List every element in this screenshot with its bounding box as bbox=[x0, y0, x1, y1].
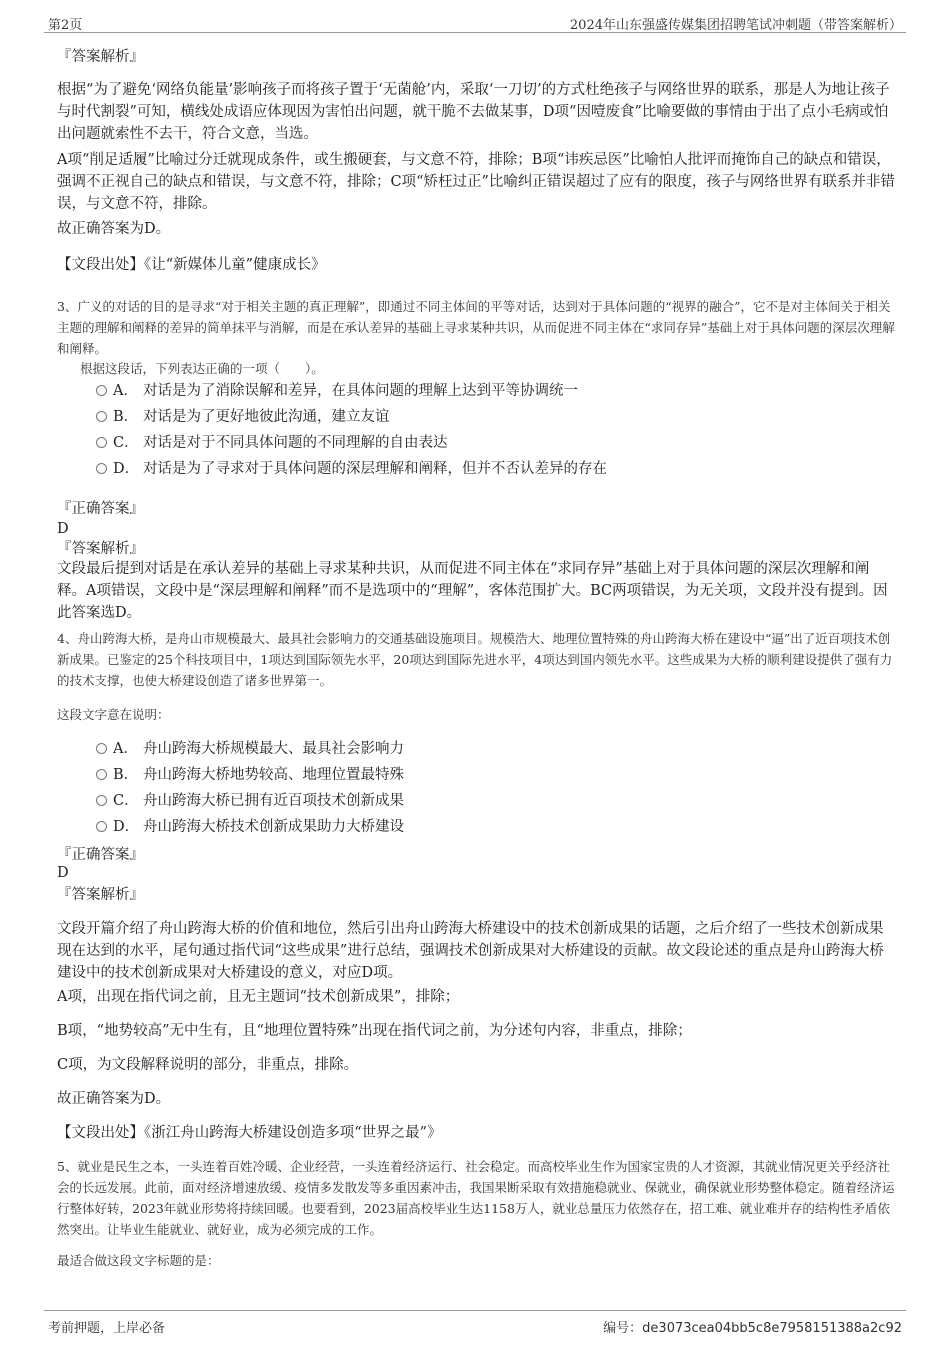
q4-analysis-para4: C项，为文段解释说明的部分，非重点，排除。 bbox=[57, 1057, 359, 1073]
page-number: 第2页 bbox=[48, 18, 83, 33]
q3-option-d[interactable]: D． 对话是为了寻求对于具体问题的深层理解和阐释，但并不否认差异的存在 bbox=[96, 458, 607, 480]
q2-source: 【文段出处】《让“新媒体儿童”健康成长》 bbox=[57, 257, 326, 273]
document-title: 2024年山东强盛传媒集团招聘笔试冲刺题（带答案解析） bbox=[569, 18, 902, 33]
q4-answer: D bbox=[57, 865, 69, 881]
q4-option-d[interactable]: D． 舟山跨海大桥技术创新成果助力大桥建设 bbox=[96, 816, 404, 838]
q3-answer-heading: 『正确答案』 bbox=[57, 501, 144, 517]
q5-stem: 5、就业是民生之本，一头连着百姓冷暖、企业经营，一头连着经济运行、社会稳定。而高校毕业生作为国家宝贵的人才资源，其就业情况更关乎经济社会的长远发展。此前，面对经济增速放缓、疫情多发散发等多重因素冲击，我国果断采取有效措施稳就业、保就业，确保就业形势整体稳定。随着经济运行整体好转，2023年就业形势将持续回暖。也要看到，2023届高校毕业生达1158万人，就业总量压力依然存在，招工难、就业难并存的结构性矛盾依然突出。让毕业生能就业、就好业，成为必须完成的工作。 bbox=[57, 1159, 895, 1237]
radio-button[interactable] bbox=[96, 821, 107, 832]
q3-analysis-heading: 『答案解析』 bbox=[57, 541, 144, 557]
q4-analysis-para1: 文段开篇介绍了舟山跨海大桥的价值和地位，然后引出舟山跨海大桥建设中的技术创新成果的话题，之后介绍了一些技术创新成果现在达到的水平，尾句通过指代词“这些成果”进行总结，强调技术创新成果对大桥建设的贡献。故文段论述的重点是舟山跨海大桥建设中的技术创新成果对大桥建设的意义，对应D项。 bbox=[57, 921, 884, 981]
q3-analysis: 文段最后提到对话是在承认差异的基础上寻求某种共识，从而促进不同主体在“求同存异”基础上对于具体问题的深层次理解和阐释。A项错误，文段中是“深层理解和阐释”而不是选项中的“理解”，客体范围扩大。BC两项错误，为无关项，文段并没有提到。因此答案选D。 bbox=[57, 561, 888, 621]
page-footer bbox=[44, 1310, 906, 1335]
q4-analysis-para3: B项，“地势较高”无中生有，且“地理位置特殊”出现在指代词之前，为分述句内容，非重点，排除； bbox=[57, 1023, 692, 1039]
q4-conclusion: 故正确答案为D。 bbox=[57, 1091, 171, 1107]
q2-analysis-para1: 根据“为了避免‘网络负能量’影响孩子而将孩子置于‘无菌舱’内，采取‘一刀切’的方式杜绝孩子与网络世界的联系，那是人为地让孩子与时代割裂”可知，横线处成语应体现因为害怕出问题，就干脆不去做某事，D项“因噎废食”比喻要做的事情由于出了点小毛病或怕出问题就索性不去干，符合文意，当选。 bbox=[57, 82, 890, 142]
q4-source: 【文段出处】《浙江舟山跨海大桥建设创造多项“世界之最”》 bbox=[57, 1125, 442, 1141]
q3-prompt: 根据这段话，下列表达正确的一项（ ）。 bbox=[80, 361, 324, 376]
radio-button[interactable] bbox=[96, 411, 107, 422]
q3-option-a[interactable]: A． 对话是为了消除误解和差异，在具体问题的理解上达到平等协调统一 bbox=[96, 380, 578, 402]
radio-button[interactable] bbox=[96, 769, 107, 780]
q4-answer-heading: 『正确答案』 bbox=[57, 847, 144, 863]
q4-prompt: 这段文字意在说明： bbox=[57, 707, 170, 722]
document-code: 编号：de3073cea04bb5c8e7958151388a2c92 bbox=[603, 1321, 902, 1336]
q4-option-c[interactable]: C． 舟山跨海大桥已拥有近百项技术创新成果 bbox=[96, 790, 404, 812]
q2-analysis-heading: 『答案解析』 bbox=[57, 49, 144, 65]
q4-option-a[interactable]: A． 舟山跨海大桥规模最大、最具社会影响力 bbox=[96, 738, 404, 760]
q4-analysis-para2: A项，出现在指代词之前，且无主题词“技术创新成果”，排除； bbox=[57, 989, 460, 1005]
radio-button[interactable] bbox=[96, 385, 107, 396]
radio-button[interactable] bbox=[96, 743, 107, 754]
q3-answer: D bbox=[57, 521, 69, 537]
q4-stem: 4、舟山跨海大桥，是舟山市规模最大、最具社会影响力的交通基础设施项目。规模浩大、地理位置特殊的舟山跨海大桥在建设中“逼”出了近百项技术创新成果。已鉴定的25个科技项目中，1项达到国际领先水平，20项达到国际先进水平，4项达到国内领先水平。这些成果为大桥的顺利建设提供了强有力的技术支撑，也使大桥建设创造了诸多世界第一。 bbox=[57, 631, 893, 688]
footer-slogan: 考前押题，上岸必备 bbox=[48, 1321, 166, 1336]
radio-button[interactable] bbox=[96, 795, 107, 806]
q2-analysis-para2: A项“削足适履”比喻过分迁就现成条件，或生搬硬套，与文意不符，排除；B项“讳疾忌医”比喻怕人批评而掩饰自己的缺点和错误，强调不正视自己的缺点和错误，与文意不符，排除；C项“矫枉过正”比喻纠正错误超过了应有的限度，孩子与网络世界有联系并非错误，与文意不符，排除。 bbox=[57, 152, 895, 212]
q3-option-c[interactable]: C． 对话是对于不同具体问题的不同理解的自由表达 bbox=[96, 432, 448, 454]
q3-stem: 3、广义的对话的目的是寻求“对于相关主题的真正理解”，即通过不同主体间的平等对话，达到对于具体问题的“视界的融合”，它不是对主体间关于相关主题的理解和阐释的差异的简单抹平与消解，而是在承认差异的基础上寻求某种共识，从而促进不同主体在“求同存异”基础上对于具体问题的深层次理解和阐释。 bbox=[57, 299, 895, 356]
q2-conclusion: 故正确答案为D。 bbox=[57, 221, 171, 237]
page-header bbox=[44, 12, 906, 33]
radio-button[interactable] bbox=[96, 463, 107, 474]
q4-analysis-heading: 『答案解析』 bbox=[57, 887, 144, 903]
q3-option-b[interactable]: B． 对话是为了更好地彼此沟通，建立友谊 bbox=[96, 406, 390, 428]
radio-button[interactable] bbox=[96, 437, 107, 448]
q4-option-b[interactable]: B． 舟山跨海大桥地势较高、地理位置最特殊 bbox=[96, 764, 404, 786]
q5-prompt: 最适合做这段文字标题的是： bbox=[57, 1253, 220, 1268]
